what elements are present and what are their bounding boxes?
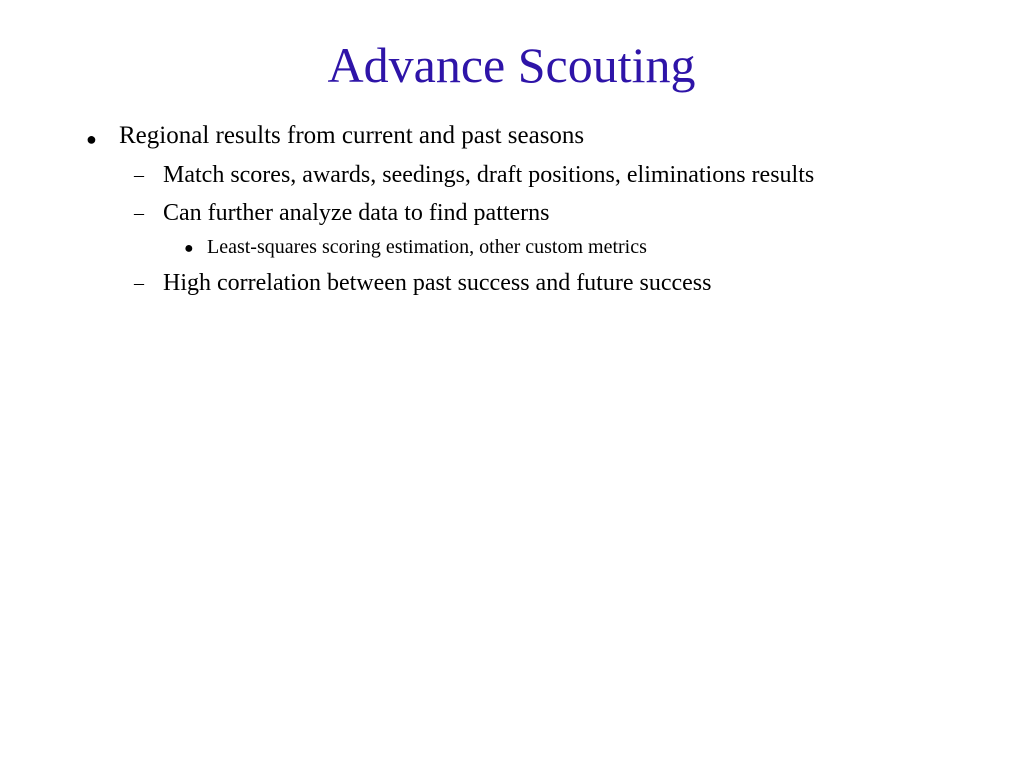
subbullet-text-match-scores: Match scores, awards, seedings, draft positions, eliminations results	[163, 162, 815, 188]
subsubbullet-text-least-squares: Least-squares scoring estimation, other custom metrics	[207, 236, 647, 258]
dash-icon: –	[134, 202, 144, 224]
dash-icon: –	[134, 272, 144, 294]
bullet-dot-icon: ●	[86, 129, 97, 149]
subbullet-text-analyze-data: Can further analyze data to find patterns	[163, 200, 550, 226]
bullet-dot-icon: ●	[184, 240, 194, 257]
slide-title: Advance Scouting	[327, 37, 696, 93]
subbullet-text-high-correlation: High correlation between past success and future success	[163, 270, 712, 296]
dash-icon: –	[134, 164, 144, 186]
bullet-text-regional-results: Regional results from current and past seasons	[119, 122, 585, 149]
